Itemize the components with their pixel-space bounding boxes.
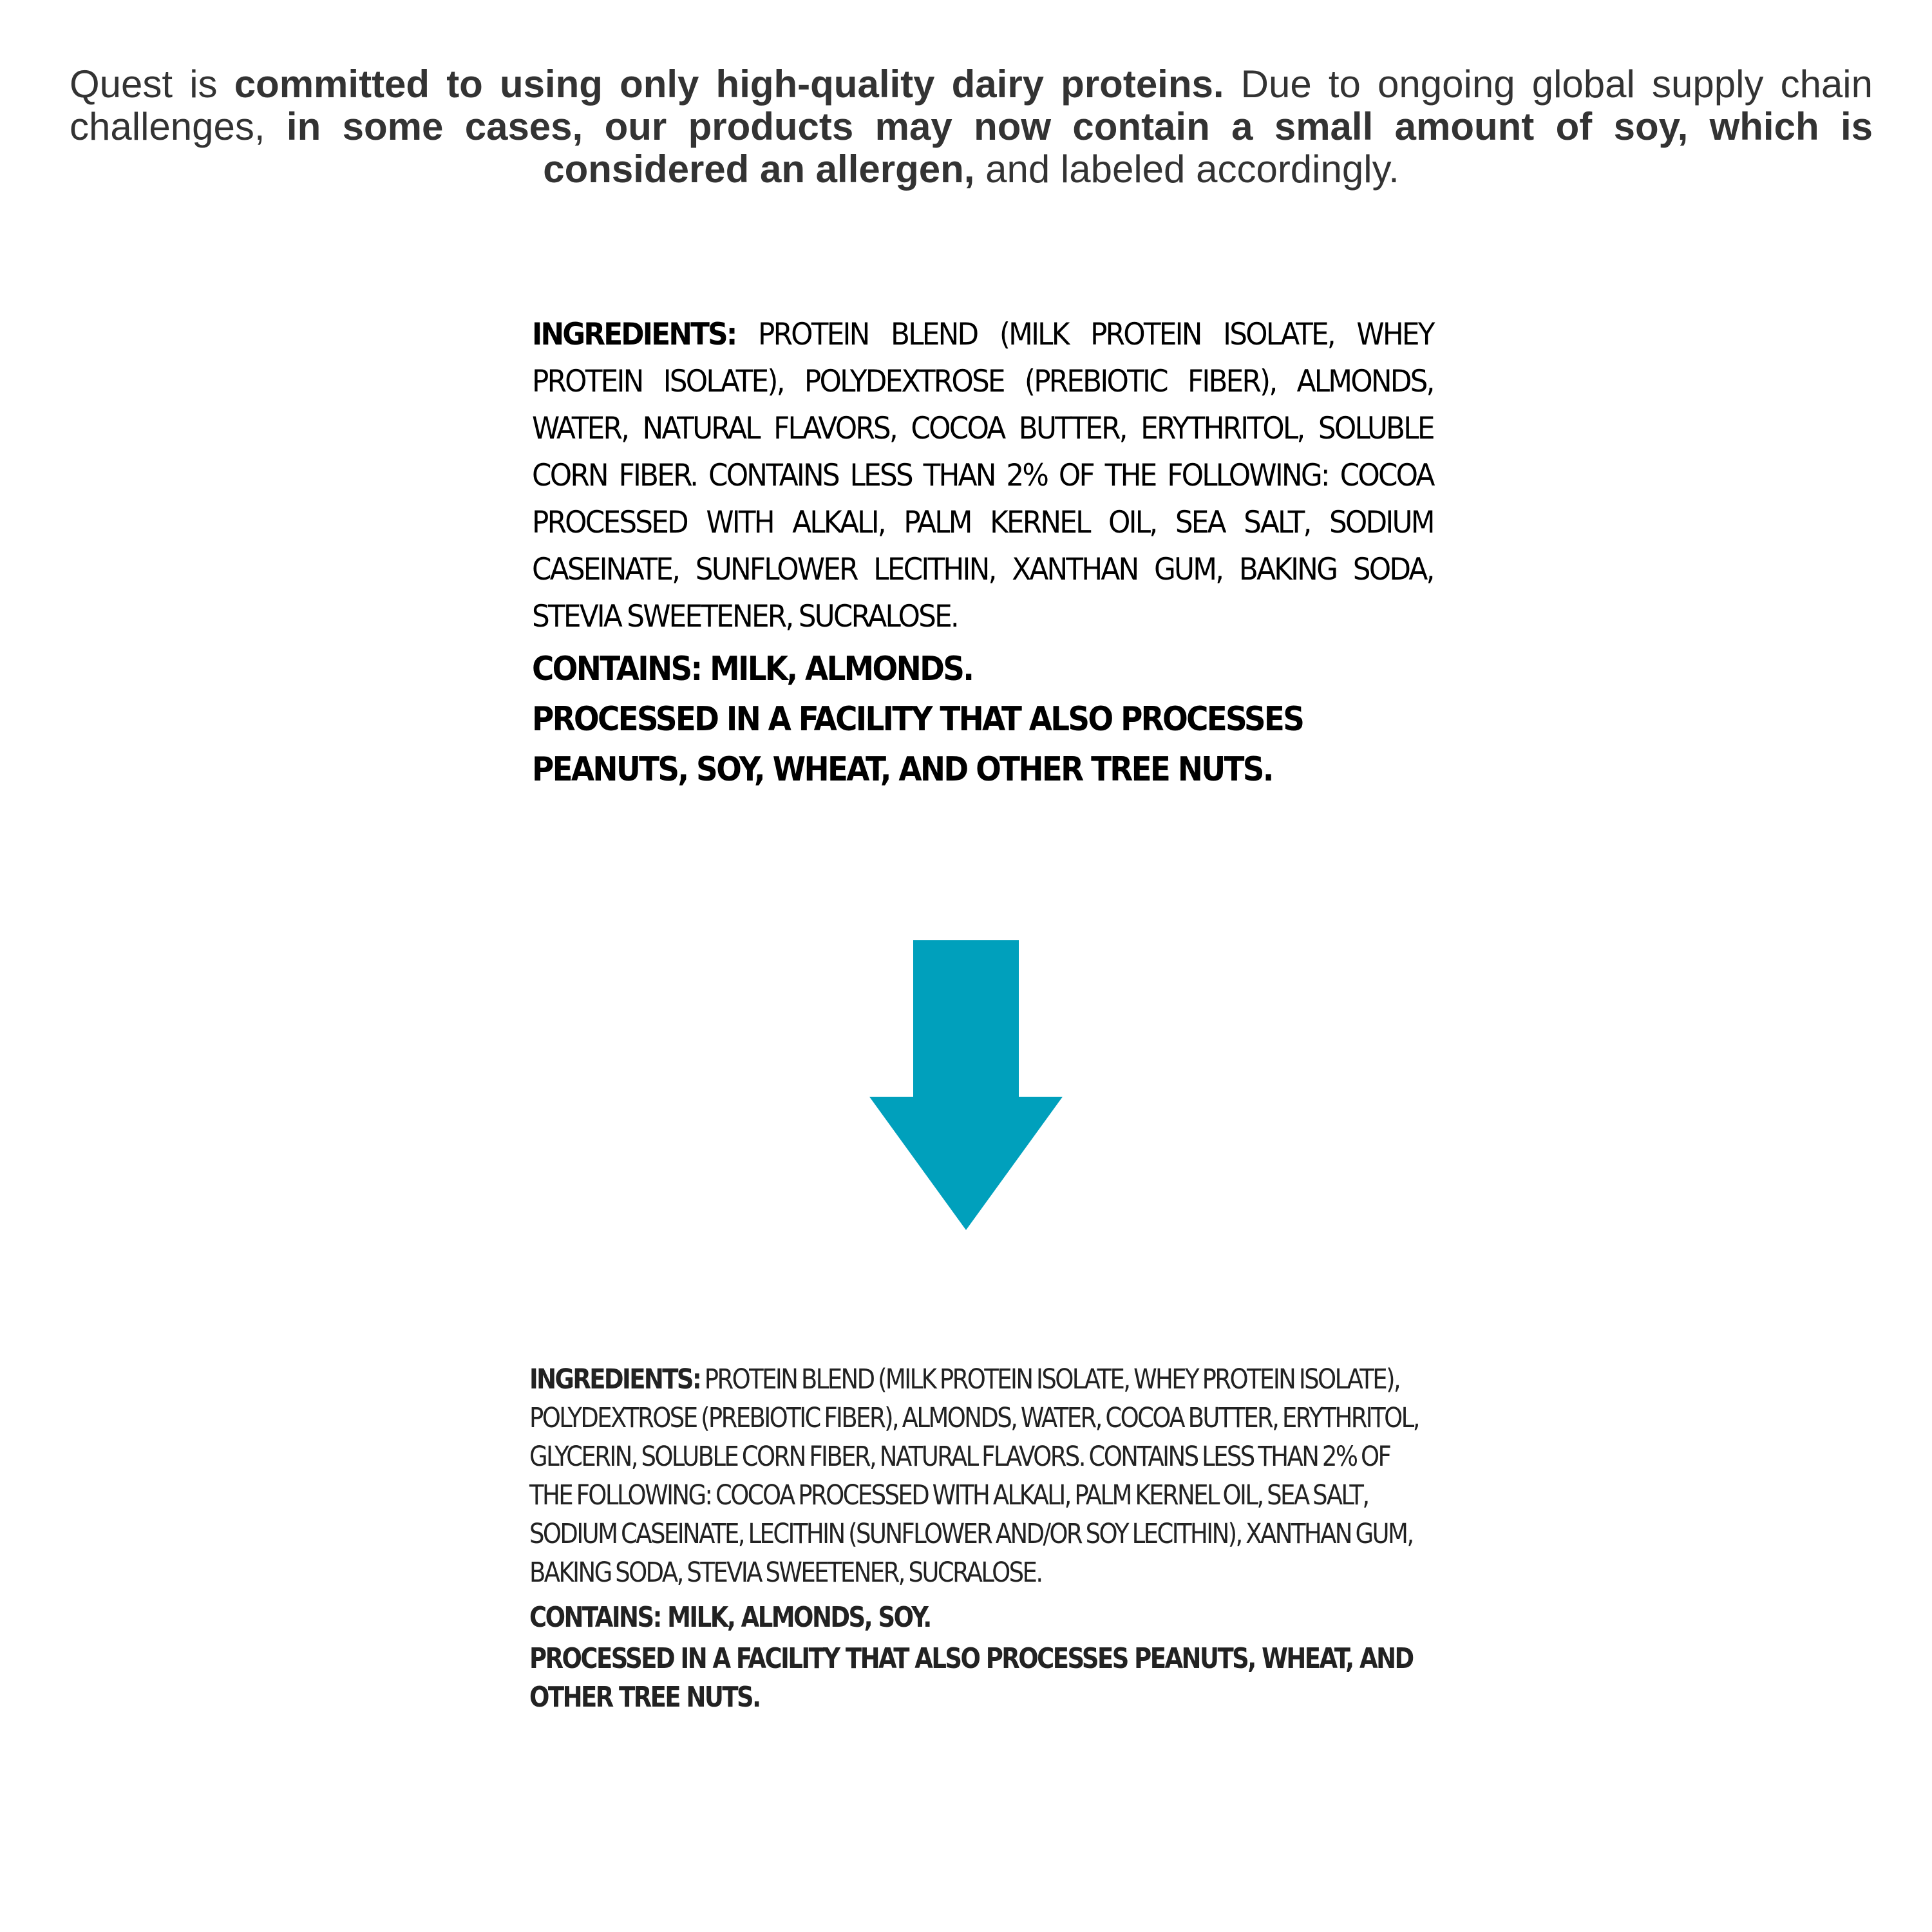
arrow-down-icon — [869, 940, 1063, 1230]
notice-soy-warning: in some cases, our products may now contain a small amount of soy, which is considered an allergen, — [286, 105, 1873, 191]
notice-text-3: and labeled accordingly. — [974, 147, 1399, 191]
updated-allergen-contains: CONTAINS: MILK, ALMONDS, SOY. — [529, 1601, 931, 1634]
previous-ingredients-list — [532, 311, 1434, 640]
updated-ingredients-label — [529, 1360, 1431, 1717]
updated-ingredients-text: PROTEIN BLEND (MILK PROTEIN ISOLATE, WHEY PROTEIN ISOLATE), POLYDEXTROSE (PREBIOTIC FIBER), ALMONDS, WATER, COCOA BUTTER, ERYTHRITOL, GLYCERIN, SOLUBLE CORN FIBER, NATURAL FLAVORS. CONTAINS LESS THAN 2% OF THE FOLLOWING: COCOA PROCESSED WITH ALKALI, PALM KERNEL OIL, SEA SALT, SODIUM CASEINATE, LECITHIN (SUNFLOWER AND/OR SOY LECITHIN), XANTHAN GUM, BAKING SODA, STEVIA SWEETENER, SUCRALOSE. — [529, 1363, 1419, 1589]
previous-allergen-contains: CONTAINS: MILK, ALMONDS. — [532, 650, 973, 688]
notice-text-2: Due to ongoing global supply chain challenges, — [70, 62, 1873, 148]
updated-ingredients-heading: INGREDIENTS: — [529, 1363, 701, 1396]
previous-facility-statement: PROCESSED IN A FACILITY THAT ALSO PROCESSES PEANUTS, SOY, WHEAT, AND OTHER TREE NUTS. — [532, 700, 1303, 789]
previous-ingredients-heading: INGREDIENTS: — [532, 317, 736, 352]
notice-text-1: Quest is — [70, 62, 234, 106]
notice-commitment: committed to using only high-quality dairy proteins. — [234, 62, 1224, 106]
updated-facility-statement: PROCESSED IN A FACILITY THAT ALSO PROCESSES PEANUTS, WHEAT, AND OTHER TREE NUTS. — [529, 1642, 1413, 1714]
previous-ingredients-text: PROTEIN BLEND (MILK PROTEIN ISOLATE, WHEY PROTEIN ISOLATE), POLYDEXTROSE (PREBIOTIC FIBER), ALMONDS, WATER, NATURAL FLAVORS, COCOA BUTTER, ERYTHRITOL, SOLUBLE CORN FIBER. CONTAINS LESS THAN 2% OF THE FOLLOWING: COCOA PROCESSED WITH ALKALI, PALM KERNEL OIL, SEA SALT, SODIUM CASEINATE, SUNFLOWER LECITHIN, XANTHAN GUM, BAKING SODA, STEVIA SWEETENER, SUCRALOSE. — [532, 317, 1434, 634]
previous-ingredients-label — [532, 311, 1434, 795]
arrow-shape — [869, 940, 1063, 1230]
supply-chain-notice — [70, 63, 1873, 191]
updated-ingredients-list — [529, 1360, 1432, 1592]
